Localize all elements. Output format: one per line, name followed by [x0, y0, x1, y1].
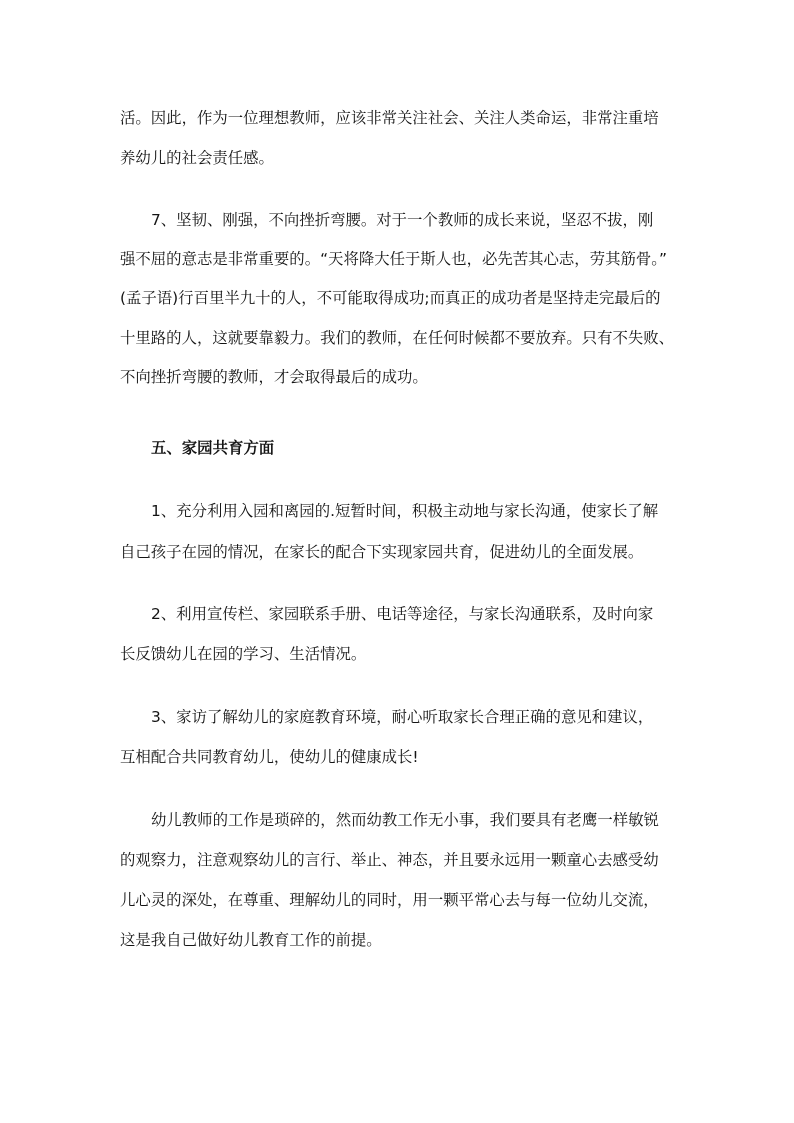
text-line: 2、利用宣传栏、家园联系手册、电话等途径，与家长沟通联系，及时向家 [151, 605, 654, 623]
text-line: 强不屈的意志是非常重要的。“天将降大任于斯人也，必先苦其心志，劳其筋骨。” [120, 250, 667, 268]
text-line: 十里路的人，这就要靠毅力。我们的教师，在任何时候都不要放弃。只有不失败、 [120, 329, 675, 347]
text-line: 自己孩子在园的情况，在家长的配合下实现家园共育，促进幼儿的全面发展。 [120, 543, 644, 561]
text-line: 7、坚韧、刚强，不向挫折弯腰。对于一个教师的成长来说，坚忍不拔，刚 [151, 211, 654, 229]
text-line: 幼儿教师的工作是琐碎的，然而幼教工作无小事，我们要具有老鹰一样敏锐 [151, 811, 659, 829]
text-line: 的观察力，注意观察幼儿的言行、举止、神态，并且要永远用一颗童心去感受幼 [120, 851, 659, 869]
text-line: 3、家访了解幼儿的家庭教育环境，耐心听取家长合理正确的意见和建议， [151, 708, 654, 726]
text-line: 活。因此，作为一位理想教师，应该非常关注社会、关注人类命运，非常注重培 [120, 109, 659, 127]
text-line: 这是我自己做好幼儿教育工作的前提。 [120, 931, 382, 949]
text-line: 不向挫折弯腰的教师，才会取得最后的成功。 [120, 368, 428, 386]
text-line: (孟子语)行百里半九十的人，不可能取得成功;而真正的成功者是坚持走完最后的 [120, 289, 661, 307]
text-line: 儿心灵的深处，在尊重、理解幼儿的同时，用一颗平常心去与每一位幼儿交流， [120, 891, 659, 909]
text-line: 1、充分利用入园和离园的.短暂时间，积极主动地与家长沟通，使家长了解 [151, 502, 659, 520]
text-line: 长反馈幼儿在园的学习、生活情况。 [120, 645, 367, 663]
section-heading: 五、家园共育方面 [151, 439, 275, 457]
text-line: 互相配合共同教育幼儿，使幼儿的健康成长! [120, 748, 419, 766]
text-line: 养幼儿的社会责任感。 [120, 149, 274, 167]
